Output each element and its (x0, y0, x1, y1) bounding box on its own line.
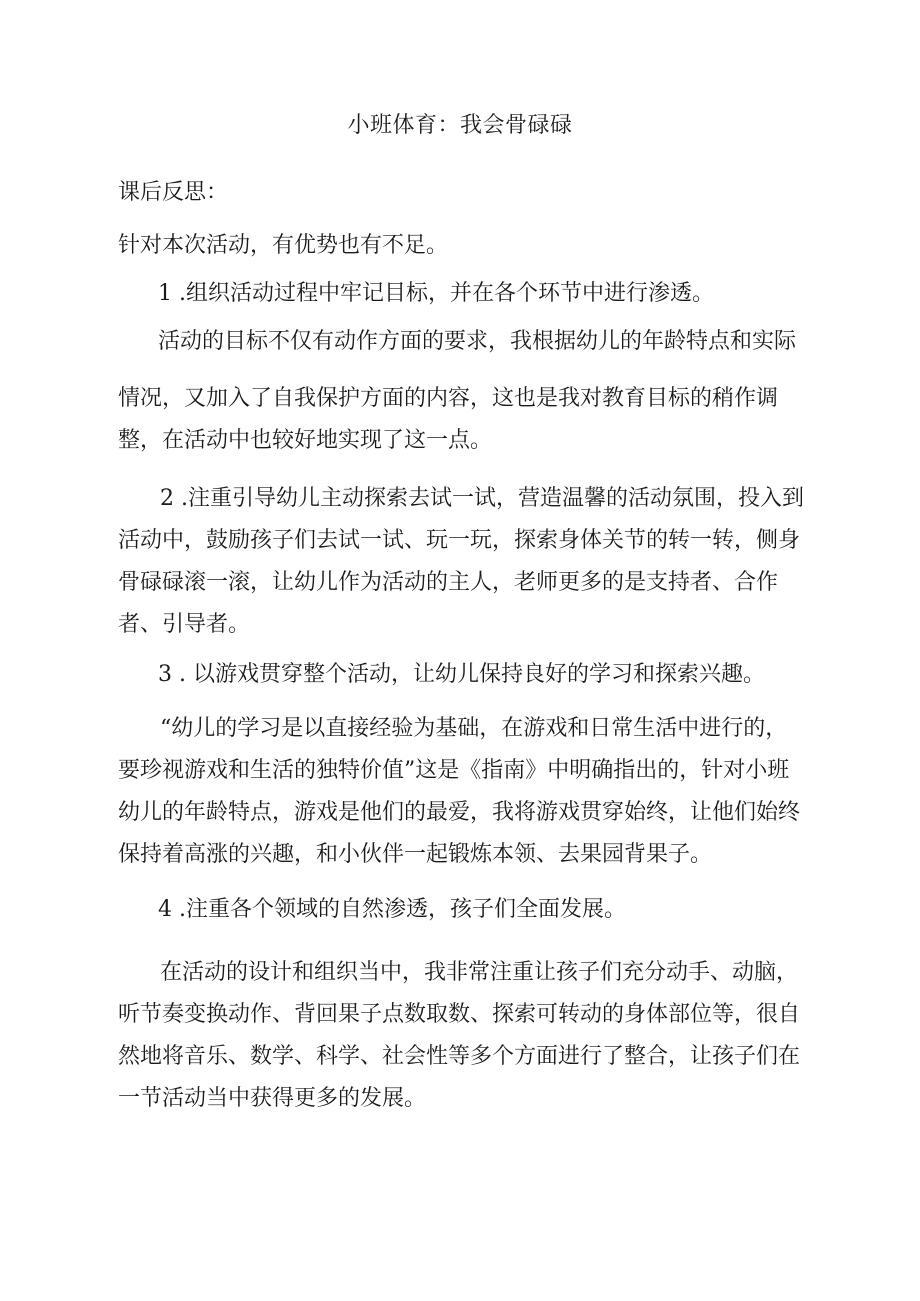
point4-heading: 4 .注重各个领域的自然渗透，孩子们全面发展。 (158, 897, 626, 922)
intro-line: 针对本次活动，有优势也有不足。 (118, 233, 449, 258)
point3-paragraph: “幼儿的学习是以直接经验为基础，在游戏和日常生活中进行的，要珍视游戏和生活的独特价值”这是《指南》中明确指出的，针对小班幼儿的年龄特点，游戏是他们的最爱，我将游戏贯穿始终，让他们始终保持着高涨的兴趣，和小伙伴一起锻炼本领、去果园背果子。 (118, 716, 801, 867)
point4-paragraph: 在活动的设计和组织当中，我非常注重让孩子们充分动手、动脑，听节奏变换动作、背回果子点数取数、探索可转动的身体部位等，很自然地将音乐、数学、科学、社会性等多个方面进行了整合，让孩子们在一节活动当中获得更多的发展。 (118, 960, 801, 1111)
point1-line2: 情况，又加入了自我保护方面的内容，这也是我对教育目标的稍作调整，在活动中也较好地实现了这一点。 (118, 386, 779, 453)
point1-line1: 活动的目标不仅有动作方面的要求，我根据幼儿的年龄特点和实际 (158, 329, 797, 354)
point1-heading: 1 .组织活动过程中牢记目标，并在各个环节中进行渗透。 (158, 281, 714, 306)
section-heading: 课后反思： (118, 180, 229, 205)
document-title: 小班体育：我会骨碌碌 (347, 113, 573, 138)
point2-paragraph: 2 .注重引导幼儿主动探索去试一试，营造温馨的活动氛围，投入到活动中，鼓励孩子们去试一试、玩一玩，探索身体关节的转一转，侧身骨碌碌滚一滚，让幼儿作为活动的主人，老师更多的是支持者、合作者、引导者。 (118, 486, 804, 637)
point3-heading: 3 . 以游戏贯穿整个活动，让幼儿保持良好的学习和探索兴趣。 (158, 662, 765, 687)
